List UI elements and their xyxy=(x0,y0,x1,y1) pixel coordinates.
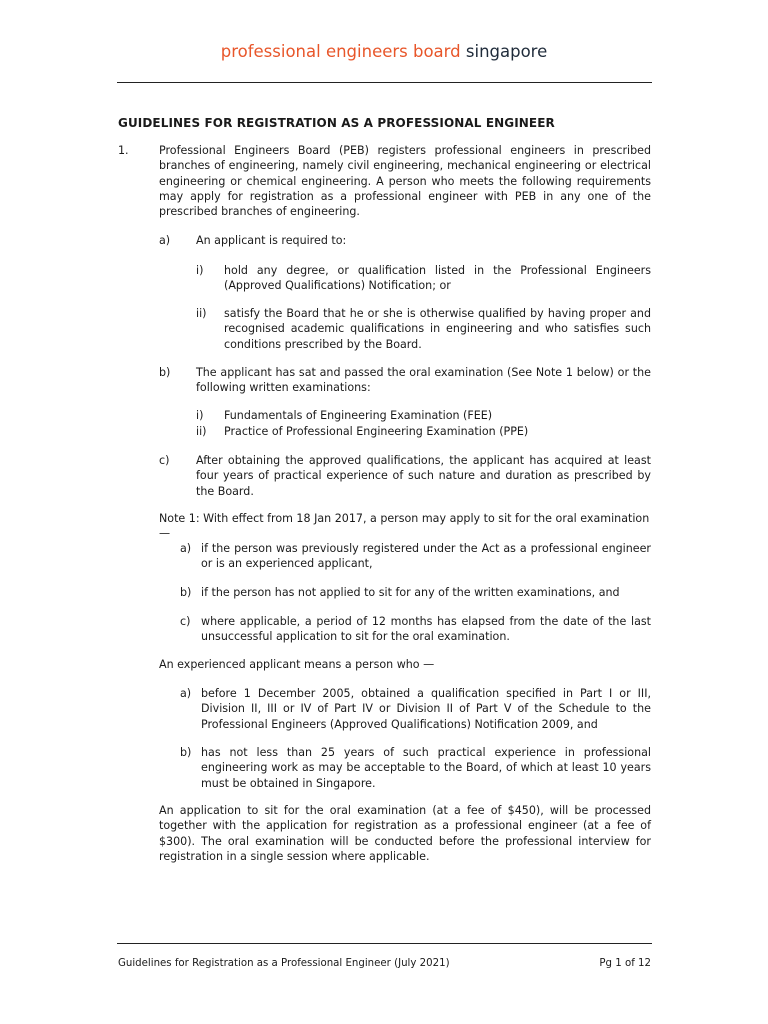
footer-page-number: Pg 1 of 12 xyxy=(599,958,651,969)
footer-document-title: Guidelines for Registration as a Professional Engineer (July 2021) xyxy=(118,958,450,969)
item-b-sub-i-text: Fundamentals of Engineering Examination (FEE) xyxy=(224,409,493,422)
application-paragraph: An application to sit for the oral examination (at a fee of $450), will be processed together with the application for registration as a professional engineer (at a fee of $300). The oral examination will be conducted before the professional interview for registration in a single session where applicable. xyxy=(159,804,651,863)
page-header xyxy=(0,42,768,61)
section-1-intro: Professional Engineers Board (PEB) registers professional engineers in prescribed branches of engineering, namely civil engineering, mechanical engineering or electrical engineering or chemical engineering. A person who meets the following requirements may apply for registration as a professional engineer with PEB in any one of the prescribed branches of engineering. xyxy=(159,144,651,219)
note-1-c-label: c) xyxy=(180,615,191,628)
note-1-a-text: if the person was previously registered under the Act as a professional engineer or is an experienced applicant, xyxy=(201,542,651,571)
footer-divider xyxy=(117,943,652,944)
item-b-sub-i-label: i) xyxy=(196,409,204,422)
experienced-b-text: has not less than 25 years of such practical experience in professional engineering work as may be acceptable to the Board, of which at least 10 years must be obtained in Singapore. xyxy=(201,746,651,790)
item-a-label: a) xyxy=(159,234,171,247)
item-c-text: After obtaining the approved qualifications, the applicant has acquired at least four years of practical experience of such nature and duration as prescribed by the Board. xyxy=(196,454,651,498)
item-b-sub-ii-label: ii) xyxy=(196,425,207,438)
note-1-a-label: a) xyxy=(180,542,192,555)
item-a-sub-i-text: hold any degree, or qualification listed in the Professional Engineers (Approved Qualifications) Notification; or xyxy=(224,264,651,293)
header-brand-accent: professional engineers board xyxy=(220,42,461,61)
note-1-b-label: b) xyxy=(180,586,192,599)
item-a-sub-i-label: i) xyxy=(196,264,204,277)
item-a-text: An applicant is required to: xyxy=(196,234,347,247)
section-1-number: 1. xyxy=(118,144,129,157)
document-title: GUIDELINES FOR REGISTRATION AS A PROFESSIONAL ENGINEER xyxy=(118,116,555,130)
item-a-sub-ii-text: satisfy the Board that he or she is otherwise qualified by having proper and recognised academic qualifications in engineering and who satisfies such conditions prescribed by the Board. xyxy=(224,307,651,351)
experienced-intro: An experienced applicant means a person who — xyxy=(159,658,435,671)
note-1-c-text: where applicable, a period of 12 months has elapsed from the date of the last unsuccessful application to sit for the oral examination. xyxy=(201,615,651,644)
item-b-text: The applicant has sat and passed the oral examination (See Note 1 below) or the following written examinations: xyxy=(196,366,651,395)
item-a-sub-ii-label: ii) xyxy=(196,307,207,320)
item-c-label: c) xyxy=(159,454,170,467)
item-b-sub-ii-text: Practice of Professional Engineering Examination (PPE) xyxy=(224,425,529,438)
header-brand-dark: singapore xyxy=(465,42,548,61)
experienced-a-text: before 1 December 2005, obtained a qualification specified in Part I or III, Division II, III or IV of Part IV or Division II of Part V of the Schedule to the Professional Engineers (Approved Qualifications) Notification 2009, and xyxy=(201,687,651,731)
item-b-label: b) xyxy=(159,366,171,379)
experienced-a-label: a) xyxy=(180,687,192,700)
header-divider xyxy=(117,82,652,83)
note-1-b-text: if the person has not applied to sit for any of the written examinations, and xyxy=(201,586,620,599)
experienced-b-label: b) xyxy=(180,746,192,759)
note-1-intro: Note 1: With effect from 18 Jan 2017, a person may apply to sit for the oral examination— xyxy=(159,512,650,541)
